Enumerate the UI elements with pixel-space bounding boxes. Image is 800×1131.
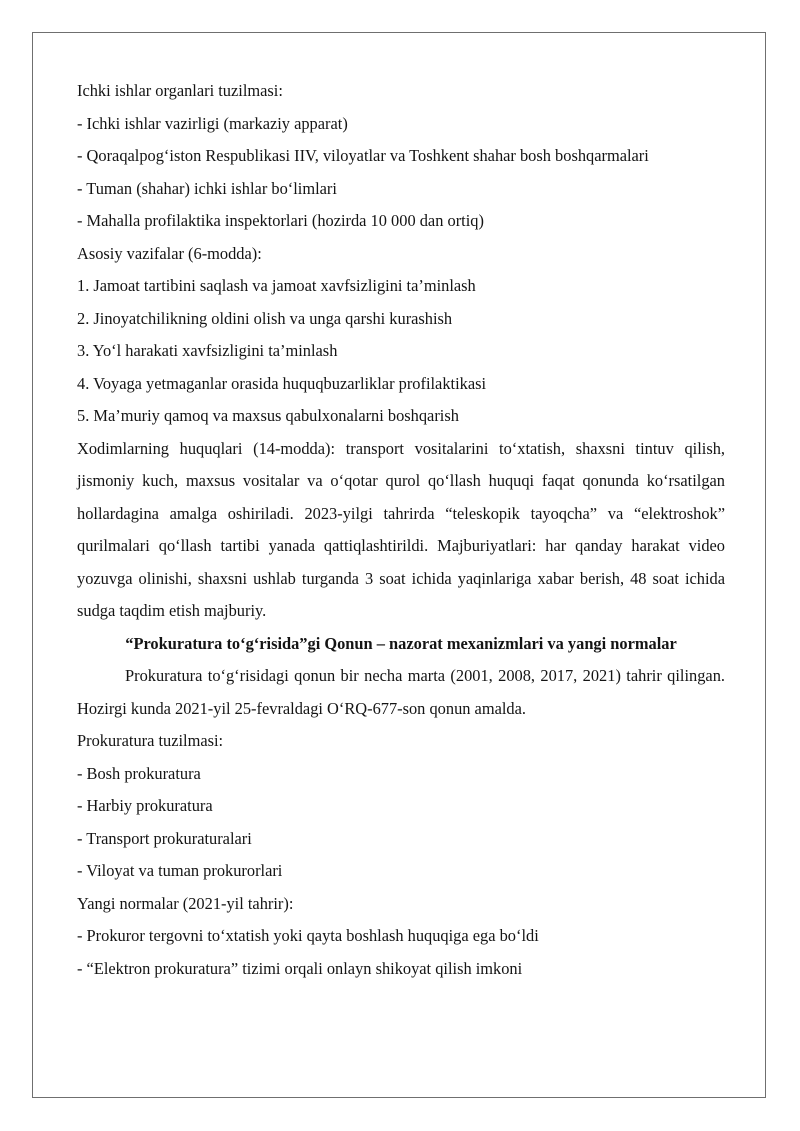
list-item: 5. Ma’muriy qamoq va maxsus qabulxonalarni boshqarish xyxy=(77,406,459,425)
paragraph-prosecutor-structure-title: Prokuratura tuzilmasi: xyxy=(77,731,224,750)
list-item: 4. Voyaga yetmaganlar orasida huquqbuzarliklar profilaktikasi xyxy=(77,373,487,393)
paragraph-new-norms-title: Yangi normalar (2021-yil tahrir): xyxy=(77,893,294,913)
list-item: - Mahalla profilaktika inspektorlari (hozirda 10 000 dan ortiq) xyxy=(77,211,484,230)
paragraph-employee-rights: Xodimlarning huquqlari (14-modda): transport vositalarini to‘xtatish, shaxsni tintuv qilish, jismoniy kuch, maxsus vositalar va o‘qotar qurol qo‘llash huquqi faqat qonunda ko‘rsatilgan hollardagina amalga oshiriladi. 2023-yilgi tahrirda “teleskopik tayoqcha” va “elektroshok” qurilmalari qo‘llash tartibi yanada qattiqlashtirildi. Majburiyatlari: har qanday harakat video yozuvga olinishi, shaxsni ushlab turganda 3 soat ichida yaqinlariga xabar berish, 48 soat ichida sudga taqdim etish majburiy. xyxy=(77,438,725,620)
list-item: - Prokuror tergovni to‘xtatish yoki qayta boshlash huquqiga ega bo‘ldi xyxy=(77,926,539,945)
list-item: 1. Jamoat tartibini saqlash va jamoat xavfsizligini ta’minlash xyxy=(77,276,476,295)
list-item: - Viloyat va tuman prokurorlari xyxy=(77,861,283,880)
paragraph-main-tasks-title: Asosiy vazifalar (6-modda): xyxy=(77,243,262,263)
list-item: 2. Jinoyatchilikning oldini olish va unga qarshi kurashish xyxy=(77,308,453,328)
section-heading: “Prokuratura to‘g‘risida”gi Qonun – nazorat mexanizmlari va yangi normalar xyxy=(125,633,677,653)
list-item: - “Elektron prokuratura” tizimi orqali onlayn shikoyat qilish imkoni xyxy=(77,958,523,978)
list-item: - Tuman (shahar) ichki ishlar bo‘limlari xyxy=(77,178,337,198)
list-item: - Qoraqalpog‘iston Respublikasi IIV, viloyatlar va Toshkent shahar bosh boshqarmalari xyxy=(77,146,649,165)
paragraph-prosecutor-law: Prokuratura to‘g‘risidagi qonun bir necha marta (2001, 2008, 2017, 2021) tahrir qilingan. Hozirgi kunda 2021-yil 25-fevraldagi O‘RQ-677-son qonun amalda. xyxy=(77,666,725,718)
list-item: - Transport prokuraturalari xyxy=(77,828,252,848)
list-item: 3. Yo‘l harakati xavfsizligini ta’minlash xyxy=(77,341,338,360)
list-item: - Ichki ishlar vazirligi (markaziy apparat) xyxy=(77,113,348,133)
document-page xyxy=(32,32,766,1098)
paragraph-iio-structure-title: Ichki ishlar organlari tuzilmasi: xyxy=(77,81,283,100)
page-content xyxy=(77,75,725,985)
list-item: - Harbiy prokuratura xyxy=(77,796,213,815)
list-item: - Bosh prokuratura xyxy=(77,763,201,783)
